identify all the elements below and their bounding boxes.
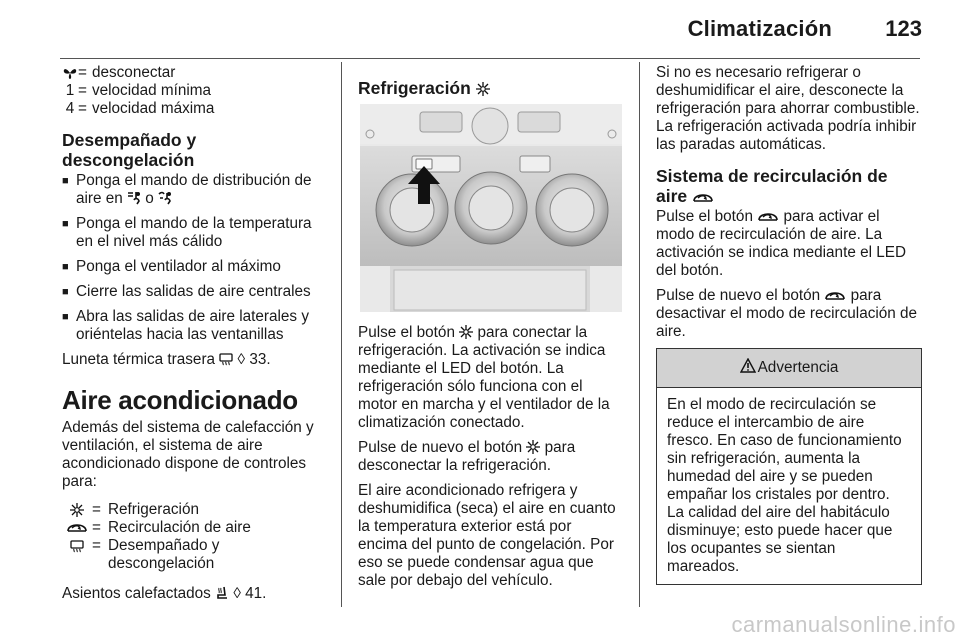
snowflake-icon: [62, 501, 92, 519]
column-3: [656, 64, 922, 585]
ac-explanation: El aire acondicionado refrigera y deshumidifica (seca) el aire en cuanto la temperatura exterior está por encima del punto de congelación. Por eso se puede condensar agua que sale por debajo del vehículo.: [358, 482, 616, 589]
defog-heading: Desempañado y descongelación: [62, 130, 197, 170]
snowflake-icon: [526, 440, 540, 454]
heated-seat-icon: [215, 586, 229, 600]
text: Pulse el botón: [656, 208, 753, 225]
heated-seats-text: Asientos calefactados: [62, 585, 211, 602]
recirculation-icon: [757, 210, 779, 224]
list-item: ■ Abra las salidas de aire laterales y oriéntelas hacia las ventanillas: [62, 308, 324, 344]
windscreen-footwell-icon: [158, 191, 172, 205]
heated-seats-line: [62, 585, 324, 603]
header-divider: [60, 58, 920, 59]
text: para desconectar la refrigeración.: [358, 439, 576, 474]
list-item: ■ Cierre las salidas de aire centrales: [62, 283, 324, 301]
climate-panel-photo: [360, 104, 622, 312]
snowflake-icon: [476, 80, 490, 94]
warning-icon: [740, 358, 756, 378]
control-text: Desempañado y descongelación: [108, 537, 220, 572]
legend-text: velocidad máxima: [92, 100, 215, 117]
equals-sign: =: [78, 64, 87, 81]
cooling-heading-text: Refrigeración: [358, 78, 471, 98]
list-item: ■ Ponga el ventilador al máximo: [62, 258, 324, 276]
recirculation-off-paragraph: [656, 287, 922, 341]
recirculation-on-paragraph: [656, 208, 922, 280]
legend-text: velocidad mínima: [92, 82, 212, 99]
controls-legend: [62, 501, 324, 573]
cooling-off-paragraph: [358, 439, 623, 475]
equals-sign: =: [92, 519, 101, 536]
warning-box: [656, 348, 922, 585]
page-reference-icon: ◊: [237, 351, 246, 368]
cooling-paragraph: [358, 324, 623, 432]
ac-intro: Además del sistema de calefacción y ventilación, el sistema de aire acondicionado dispone de controles para:: [62, 419, 314, 490]
page-reference[interactable]: 41.: [245, 585, 267, 602]
text: para activar el modo de recirculación de aire. La activación se indica mediante el LED del botón.: [656, 208, 906, 279]
page-reference-icon: ◊: [233, 585, 241, 602]
column-divider: [341, 62, 342, 607]
rear-window-line: [62, 351, 324, 369]
fuel-saving-paragraph: Si no es necesario refrigerar o deshumidificar el aire, desconecte la refrigeración para ahorrar combustible. La refrigeración activada podría inhibir las paradas automáticas.: [656, 64, 920, 153]
control-text: Refrigeración: [108, 501, 199, 518]
snowflake-icon: [459, 325, 473, 339]
control-text: Recirculación de aire: [108, 519, 251, 536]
equals-sign: =: [78, 100, 87, 117]
text: para conectar la refrigeración. La activación se indica mediante el LED del botón. La refrigeración sólo funciona con el motor en marcha y el ventilador de la climatización conectado.: [358, 324, 610, 431]
legend-key: 1: [65, 82, 75, 99]
rear-window-text: Luneta térmica trasera: [62, 351, 216, 368]
recirculation-heading: [656, 166, 922, 206]
equals-sign: =: [92, 501, 101, 518]
page-title: Climatización: [687, 16, 832, 41]
recirculation-heading-text: Sistema de recirculación de aire: [656, 166, 888, 206]
column-divider: [639, 62, 640, 607]
or-text: o: [145, 190, 154, 207]
legend-key: 4: [65, 100, 75, 117]
text: Pulse el botón: [358, 324, 455, 341]
rear-defrost-icon: [62, 537, 92, 555]
recirculation-icon: [824, 289, 846, 303]
warning-title: Advertencia: [757, 359, 839, 376]
ac-heading: Aire acondicionado: [62, 385, 298, 415]
text: para desactivar el modo de recirculación de aire.: [656, 287, 918, 340]
page-number: 123: [885, 16, 922, 41]
list-item: [62, 172, 324, 208]
bullet-text: Ponga el mando de distribución de aire en: [76, 172, 312, 207]
column-2: [358, 64, 623, 597]
equals-sign: =: [92, 537, 101, 554]
legend-text: desconectar: [92, 64, 176, 81]
watermark: carmanualsonline.info: [731, 612, 956, 637]
warning-body: En el modo de recirculación se reduce el intercambio de aire fresco. En caso de funcionamiento sin refrigeración, aumenta la humedad del aire y se pueden empañar los cristales por dentro. La calidad del aire del habitáculo disminuye; esto puede hacer que los ocupantes se sientan mareados.: [667, 396, 902, 575]
text: Pulse de nuevo el botón: [656, 287, 821, 304]
warning-header: [657, 349, 921, 388]
text: Pulse de nuevo el botón: [358, 439, 523, 456]
recirculation-icon: [692, 188, 714, 202]
list-item: ■ Ponga el mando de la temperatura en el nivel más cálido: [62, 215, 324, 251]
fan-off-icon: [62, 64, 78, 82]
cooling-heading: [358, 78, 623, 98]
page-reference[interactable]: 33.: [249, 351, 271, 368]
rear-defrost-icon: [219, 352, 233, 366]
recirculation-icon: [62, 519, 92, 537]
equals-sign: =: [78, 82, 87, 99]
column-1: [62, 64, 324, 610]
defog-list: [62, 172, 324, 344]
fan-legend: [62, 64, 324, 118]
windscreen-airflow-icon: [127, 191, 141, 205]
